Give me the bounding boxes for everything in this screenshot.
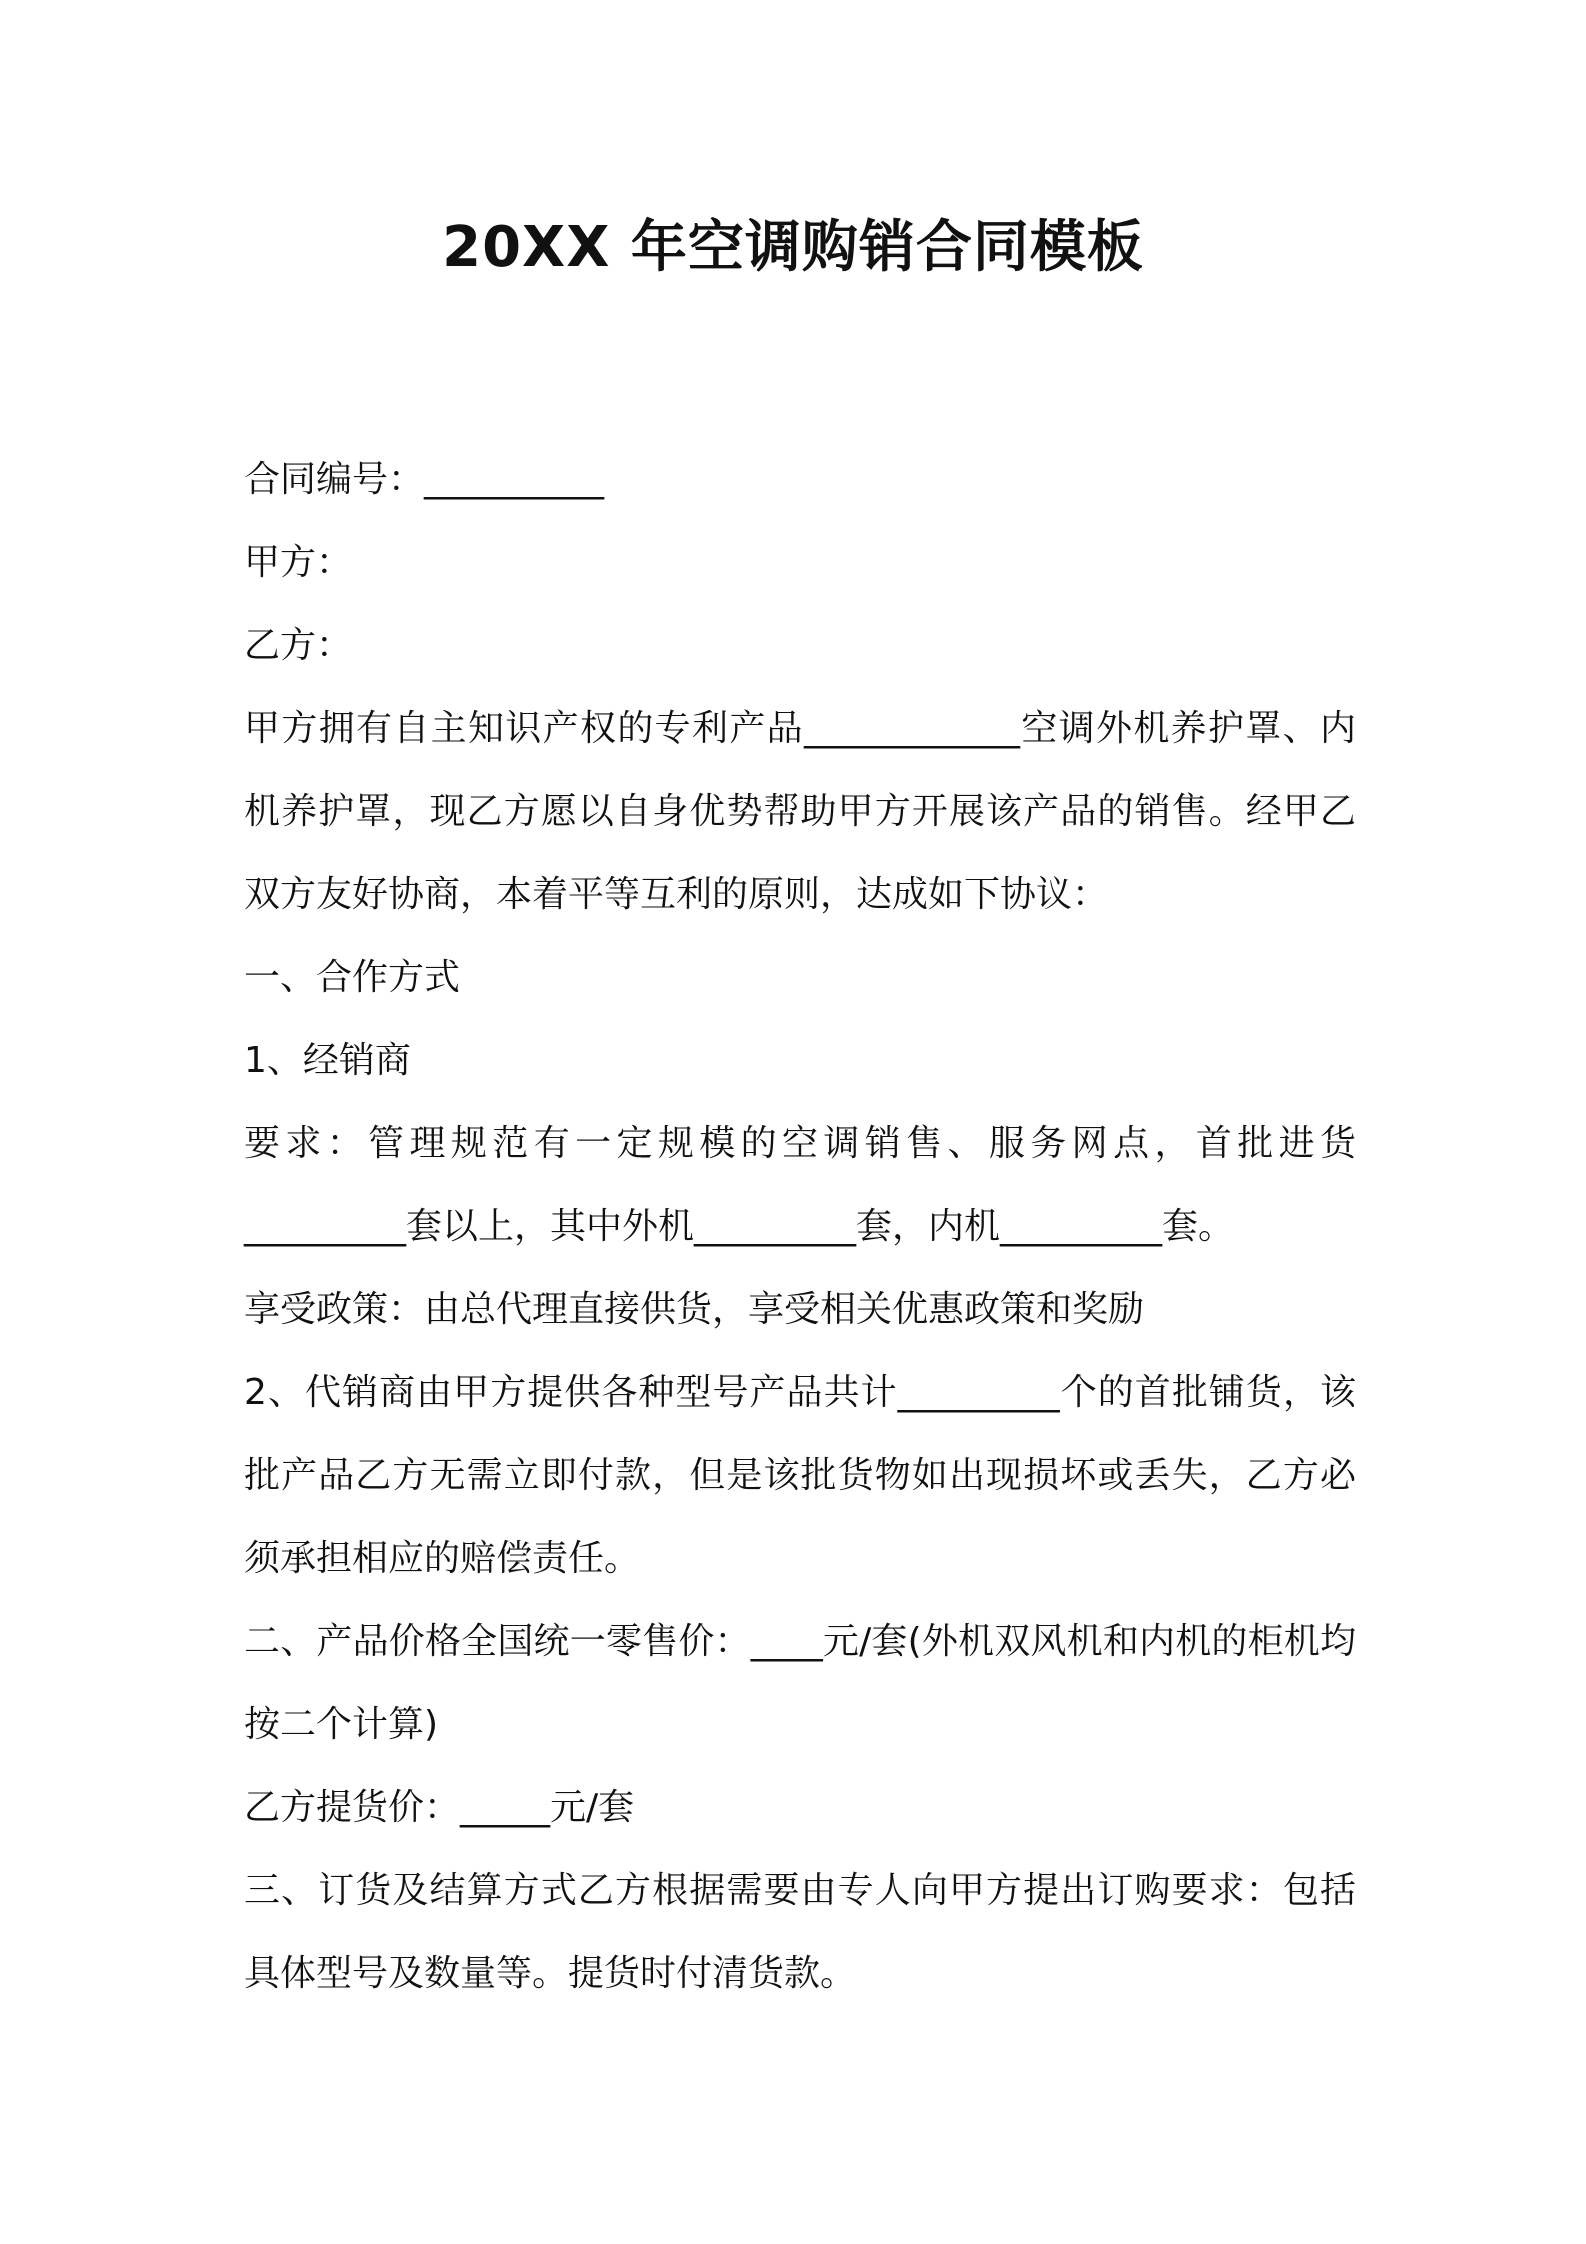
section-heading-ordering: 三、订货及结算方式乙方根据需要由专人向甲方提出订购要求：包括具体型号及数量等。提货时付清货款。 (244, 1870, 1356, 1994)
document-body (244, 438, 1356, 2015)
party-a-line: 甲方： (244, 542, 353, 583)
consignment-paragraph: 2、代销商由甲方提供各种型号产品共计_________个的首批铺货，该批产品乙方无需立即付款，但是该批货物如出现损坏或丢失，乙方必须承担相应的赔偿责任。 (244, 1372, 1356, 1579)
section-heading-cooperation: 一、合作方式 (244, 957, 461, 998)
document-title: 20XX 年空调购销合同模板 (442, 215, 1144, 280)
contract-number-line: 合同编号：__________ (244, 459, 605, 500)
dealer-requirements-paragraph: 要求：管理规范有一定规模的空调销售、服务网点，首批进货_________套以上，其中外机_________套，内机_________套。 (244, 1123, 1356, 1247)
dealer-policy-paragraph: 享受政策：由总代理直接供货，享受相关优惠政策和奖励 (244, 1289, 1145, 1330)
party-b-line: 乙方： (244, 625, 353, 666)
pickup-price-line: 乙方提货价：_____元/套 (244, 1787, 635, 1828)
item-dealer-heading: 1、经销商 (244, 1040, 411, 1081)
section-heading-pricing: 二、产品价格全国统一零售价：____元/套(外机双风机和内机的柜机均按二个计算) (244, 1621, 1356, 1745)
preamble-paragraph: 甲方拥有自主知识产权的专利产品____________空调外机养护罩、内机养护罩，现乙方愿以自身优势帮助甲方开展该产品的销售。经甲乙双方友好协商，本着平等互利的原则，达成如下协议： (244, 708, 1356, 915)
